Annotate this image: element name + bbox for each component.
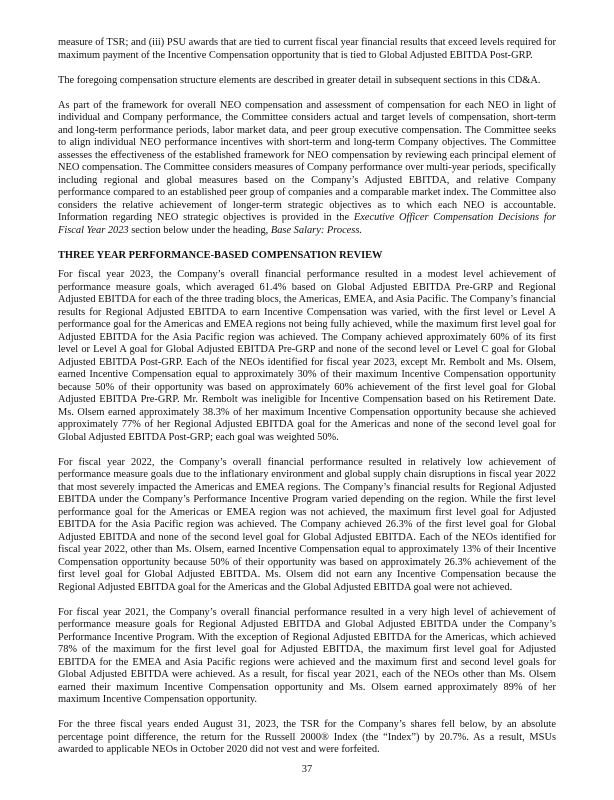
framework-text: As part of the framework for overall NEO compensation and assessment of compensation for each NEO in light of individual and Company performance, the Committee considers actual and target levels of compensation, short-term and long-term performance periods, labor market data, and peer group executive compensation. The Committee seeks to align individual NEO performance incentives with short-term and long-term Company objectives. The Committee assesses the effectiveness of the established framework for NEO compensation by reviewing each principal element of NEO compensation. The Committee considers measures of Company performance over multi-year periods, specifically including regional and global measures based on the Company’s Adjusted EBITDA, and relative Company performance compared to an established peer group of companies and a comparable market index. The Committee also considers the relative achievement of longer-term strategic objectives as to which each NEO is accountable. Information regarding NEO strategic objectives is provided in the [58, 99, 556, 223]
paragraph-fy2021: For fiscal year 2021, the Company’s overall financial performance resulted in a very high level of achievement of performance measure goals for Regional Adjusted EBITDA and Global Adjusted EBITDA under the Company’s Performance Incentive Program. With the exception of Regional Adjusted EBITDA for the Americas, which achieved 78% of the maximum for the first level goal for Adjusted EBITDA, the maximum first level goal for Adjusted EBITDA for the EMEA and Asia Pacific regions were achieved and the maximum first and second level goals for Global Adjusted EBITDA were achieved. As a result, for fiscal year 2021, each of the NEOs other than Ms. Olsem earned their maximum Incentive Compensation opportunity and Ms. Olsem earned approximately 89% of her maximum Incentive Compensation opportunity. [58, 606, 556, 705]
page-number: 37 [301, 764, 313, 775]
section-reference: Executive Officer Compensation Decisions for Fiscal Year 2023 [58, 212, 557, 236]
paragraph-fy2022: For fiscal year 2022, the Company’s overall financial performance resulted in relatively low achievement of performance measure goals due to the inflationary environment and global supply chain disruptions in fiscal year 2022 that most severely impacted the Americas and EMEA regions. The Company’s financial results for Regional Adjusted EBITDA under the Company’s Performance Incentive Program varied depending on the region. While the first level performance goal for the Americas or EMEA region was not achieved, the maximum first level goal for Adjusted EBITDA for the Asia Pacific region was achieved. The Company achieved 26.3% of the first level goal for Global Adjusted EBITDA and none of the second level goal for Global Adjusted EBITDA. Each of the NEOs identified for fiscal year 2022, other than Ms. Olsem, earned Incentive Compensation equal to approximately 13% of their Incentive Compensation opportunity because 50% of their opportunity was based on approximately 26.3% achievement of the first level goal for Global Adjusted EBITDA. Ms. Olsem did not earn any Incentive Compensation because the Regional Adjusted EBITDA goal for the Americas and the Global Adjusted EBITDA goal were not achieved. [58, 456, 556, 593]
paragraph-psu-awards: measure of TSR; and (iii) PSU awards that are tied to current fiscal year financial results that exceed levels required for maximum payment of the Incentive Compensation opportunity that is tied to Global Adjusted EBITDA Post-GRP. [58, 37, 556, 61]
paragraph-fy2023: For fiscal year 2023, the Company’s overall financial performance resulted in a modest level achievement of performance measure goals, which averaged 61.4% based on Global Adjusted EBITDA Pre-GRP and Regional Adjusted EBITDA for each of the three trading blocs, the Americas, EMEA, and Asia Pacific. The Company’s financial results for Regional Adjusted EBITDA to earn Incentive Compensation was varied, with the first level or Level A performance goal for the Americas and EMEA regions not being fully achieved, while the maximum first level goal for Adjusted EBITDA for the Asia Pacific region was achieved. The Company achieved approximately 60% of its first level or Level A goal for Global Adjusted EBITDA Pre-GRP and none of the second level or Level C goal for Global Adjusted EBITDA Post-GRP. Each of the NEOs identified for fiscal year 2023, except Mr. Rembolt and Ms. Olsem, earned Incentive Compensation equal to approximately 30% of their maximum Incentive Compensation opportunity because 50% of their opportunity was based on approximately 60% achievement of the first level goal for Global Adjusted EBITDA Pre-GRP. Mr. Rembolt was ineligible for Incentive Compensation based on his Retirement Date. Ms. Olsem earned approximately 38.3% of her maximum Incentive Compensation opportunity because she achieved approximately 77% of her Regional Adjusted EBITDA goal for the Americas and none of the second level goal for Global Adjusted EBITDA Post-GRP; each goal was weighted 50%. [58, 269, 556, 443]
framework-text-cont: section below under the heading, [128, 224, 271, 236]
paragraph-structure-elements: The foregoing compensation structure elements are described in greater detail in subsequent sections in this CD&A. [58, 74, 541, 86]
section-heading: THREE YEAR PERFORMANCE-BASED COMPENSATION REVIEW [58, 249, 383, 261]
paragraph-framework [58, 100, 556, 238]
paragraph-tsr: For the three fiscal years ended August 31, 2023, the TSR for the Company’s shares fell below, by an absolute percentage point difference, the return for the Russell 2000® Index (the “Index”) by 20.7%. As a result, MSUs awarded to applicable NEOs in October 2020 did not vest and were forfeited. [58, 719, 556, 755]
heading-reference: Base Salary: Process. [270, 224, 362, 236]
document-page [58, 37, 556, 769]
